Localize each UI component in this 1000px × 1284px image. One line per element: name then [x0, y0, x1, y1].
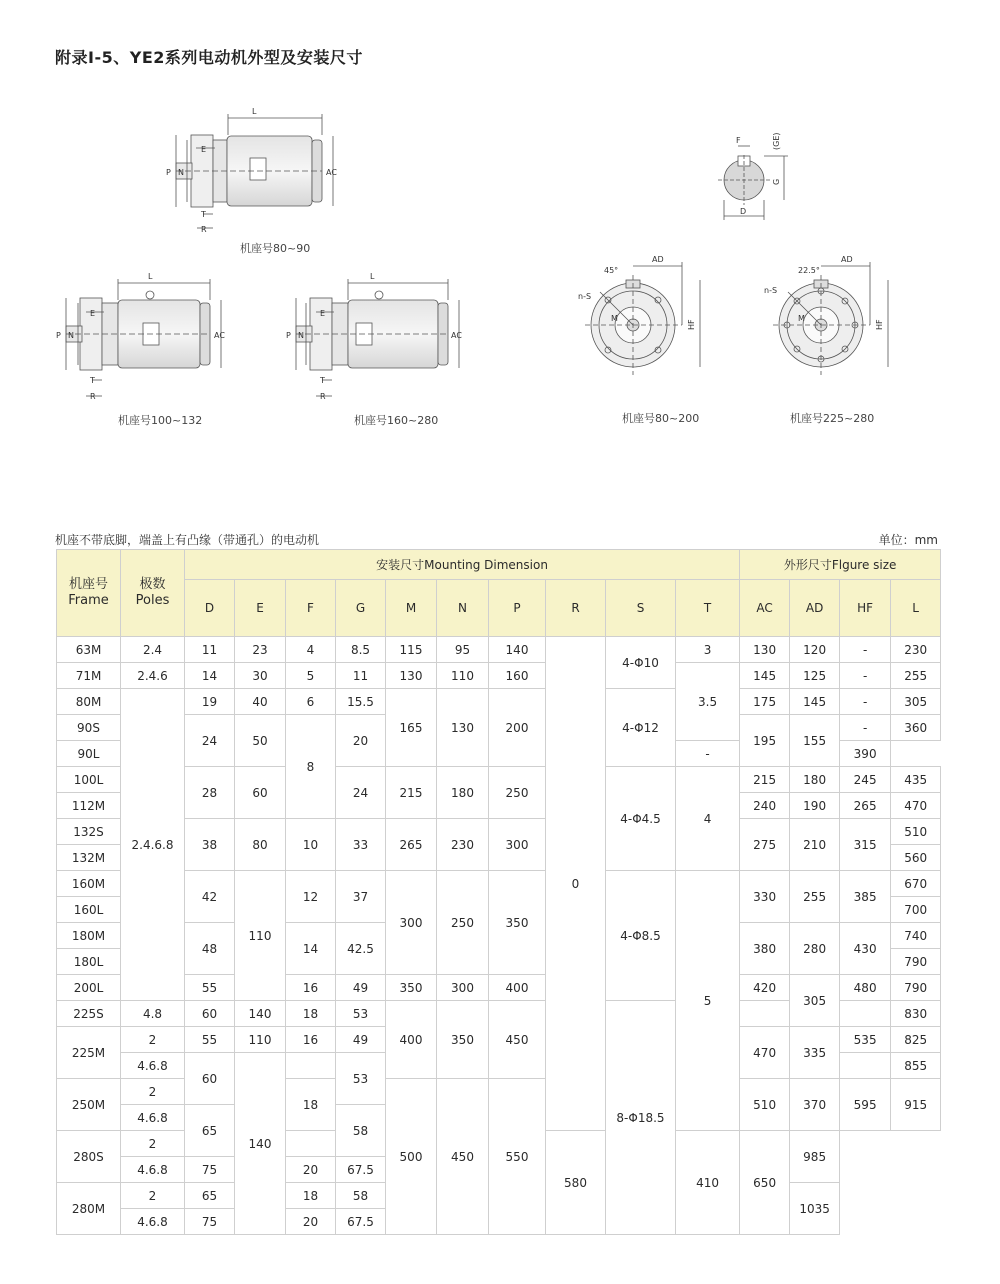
cell-M: 165: [386, 689, 437, 767]
label-R-3: R: [320, 392, 326, 401]
cell-AC: 195: [740, 715, 790, 767]
cell-P: 160: [489, 663, 546, 689]
cell-D: 28: [185, 767, 235, 819]
col-P: P: [489, 580, 546, 637]
cell-P: 400: [489, 975, 546, 1001]
cell-HF: 430: [840, 923, 891, 975]
label-L-3: L: [370, 272, 375, 281]
label-R-2: R: [90, 392, 96, 401]
cell-P: 140: [489, 637, 546, 663]
cell-L: 230: [891, 637, 941, 663]
cell-L: 855: [891, 1053, 941, 1079]
col-HF: HF: [840, 580, 891, 637]
cell-D: 75: [185, 1157, 235, 1183]
cell-AD: 125: [790, 663, 840, 689]
cell-N: 110: [437, 663, 489, 689]
cell-P: 450: [489, 1001, 546, 1079]
cell-L: 1035: [790, 1183, 840, 1235]
cell-F: 4: [286, 637, 336, 663]
dimension-table: [56, 549, 941, 1235]
table-row: [57, 689, 941, 715]
cell-F-empty: [286, 1053, 336, 1079]
label-P-3: P: [286, 331, 291, 340]
cell-M: 300: [386, 871, 437, 975]
cell-L: 560: [891, 845, 941, 871]
cell-E: 110: [235, 1027, 286, 1053]
col-S: S: [606, 580, 676, 637]
label-T-2: T: [90, 376, 95, 385]
cell-AD: 120: [790, 637, 840, 663]
label-T-3: T: [320, 376, 325, 385]
cell-AD: 370: [790, 1079, 840, 1131]
cell-frame: 132M: [57, 845, 121, 871]
cell-HF: 245: [840, 767, 891, 793]
label-AC-3: AC: [451, 331, 462, 340]
caption-frame-160-280: 机座号160~280: [354, 414, 439, 427]
table-row: [57, 663, 941, 689]
cell-F: 20: [286, 1157, 336, 1183]
cell-P: 250: [489, 767, 546, 819]
cell-frame: 160L: [57, 897, 121, 923]
cell-L: 390: [840, 741, 891, 767]
cell-M: 400: [386, 1001, 437, 1079]
cell-AD: 145: [790, 689, 840, 715]
cell-F: 16: [286, 1027, 336, 1053]
cell-E: 23: [235, 637, 286, 663]
cell-D: 42: [185, 871, 235, 923]
col-D: D: [185, 580, 235, 637]
cell-frame: 180M: [57, 923, 121, 949]
cell-G: 8.5: [336, 637, 386, 663]
cell-D: 60: [185, 1053, 235, 1105]
cell-S: 4-Φ10: [606, 637, 676, 689]
cell-G: 67.5: [336, 1157, 386, 1183]
cell-L: 790: [891, 975, 941, 1001]
cell-G: 33: [336, 819, 386, 871]
cell-N: 450: [437, 1079, 489, 1235]
table-row: [57, 975, 941, 1001]
cell-M: 130: [386, 663, 437, 689]
cell-frame: 112M: [57, 793, 121, 819]
cell-G: 24: [336, 767, 386, 819]
cell-HF: 480: [840, 975, 891, 1001]
cell-AD: 335: [790, 1027, 840, 1079]
cell-R: 0: [546, 637, 606, 1131]
cell-D: 75: [185, 1209, 235, 1235]
col-R: R: [546, 580, 606, 637]
cell-E: 60: [235, 767, 286, 819]
table-row: [57, 767, 941, 793]
cell-AC: 580: [546, 1131, 606, 1235]
cell-HF-empty: [840, 1053, 891, 1079]
cell-frame: 90L: [57, 741, 121, 767]
label-22-5deg: 22.5°: [798, 266, 820, 275]
cell-poles: 4.8: [121, 1001, 185, 1027]
col-N: N: [437, 580, 489, 637]
cell-AC: 130: [740, 637, 790, 663]
cell-HF: 595: [840, 1079, 891, 1131]
cell-frame: 280M: [57, 1183, 121, 1235]
cell-M: 500: [386, 1079, 437, 1235]
cell-F: 16: [286, 975, 336, 1001]
label-GE: (GE): [772, 132, 781, 150]
cell-F: 18: [286, 1079, 336, 1131]
cell-G: 49: [336, 975, 386, 1001]
cell-AD: 280: [790, 923, 840, 975]
label-M-2: M: [798, 314, 805, 323]
cell-G: 37: [336, 871, 386, 923]
cell-P: 200: [489, 689, 546, 767]
header-row-1: [57, 550, 941, 580]
cell-frame: 180L: [57, 949, 121, 975]
cell-S: 4-Φ4.5: [606, 767, 676, 871]
cell-HF: -: [840, 715, 891, 741]
cell-HF: 650: [740, 1131, 790, 1235]
label-P-2: P: [56, 331, 61, 340]
cell-F: 18: [286, 1001, 336, 1027]
cell-L: 255: [891, 663, 941, 689]
cell-poles: 4.6.8: [121, 1053, 185, 1079]
cell-M: 350: [386, 975, 437, 1001]
cell-E: 80: [235, 819, 286, 871]
cell-G: 53: [336, 1001, 386, 1027]
cell-G: 58: [336, 1105, 386, 1157]
cell-E: 30: [235, 663, 286, 689]
cell-AC: 470: [740, 1027, 790, 1079]
label-D: D: [740, 207, 747, 216]
col-AC: AC: [740, 580, 790, 637]
cell-frame: 90S: [57, 715, 121, 741]
cell-frame: 280S: [57, 1131, 121, 1183]
cell-L: 700: [891, 897, 941, 923]
caption-end-80-200: 机座号80~200: [622, 412, 700, 425]
cell-N: 300: [437, 975, 489, 1001]
col-F: F: [286, 580, 336, 637]
label-P-1: P: [166, 168, 171, 177]
cell-AC: 145: [740, 663, 790, 689]
label-AC-1: AC: [326, 168, 337, 177]
cell-AD: 410: [676, 1131, 740, 1235]
col-T: T: [676, 580, 740, 637]
cell-HF: 535: [840, 1027, 891, 1053]
label-N-2: N: [68, 331, 74, 340]
cell-F: 18: [286, 1183, 336, 1209]
cell-HF: -: [676, 741, 740, 767]
label-E-1: E: [201, 145, 207, 154]
label-R-1: R: [201, 225, 207, 234]
caption-frame-100-132: 机座号100~132: [118, 414, 203, 427]
cell-T: 4: [676, 767, 740, 871]
cell-D: 65: [185, 1105, 235, 1157]
cell-D: 65: [185, 1183, 235, 1209]
cell-D: 60: [185, 1001, 235, 1027]
cell-frame: 225S: [57, 1001, 121, 1027]
label-AD-2: AD: [841, 255, 853, 264]
cell-poles: 2: [121, 1027, 185, 1053]
cell-F: 8: [286, 715, 336, 819]
col-E: E: [235, 580, 286, 637]
cell-F: 12: [286, 871, 336, 923]
cell-poles: 2: [121, 1079, 185, 1105]
cell-N: 95: [437, 637, 489, 663]
cell-HF: 385: [840, 871, 891, 923]
cell-T: 5: [676, 871, 740, 1131]
cell-HF: -: [840, 663, 891, 689]
cell-L: 510: [891, 819, 941, 845]
cell-AC: 175: [740, 689, 790, 715]
cell-T: 3.5: [676, 663, 740, 741]
cell-D: 11: [185, 637, 235, 663]
cell-poles: 4.6.8: [121, 1105, 185, 1131]
header-mounting: 安装尺寸Mounting Dimension: [185, 550, 740, 580]
cell-AC: 275: [740, 819, 790, 871]
cell-L: 435: [891, 767, 941, 793]
cell-D: 38: [185, 819, 235, 871]
cell-HF-empty: [840, 1001, 891, 1027]
cell-L: 740: [891, 923, 941, 949]
label-E-3: E: [320, 309, 326, 318]
cell-poles: 4.6.8: [121, 1157, 185, 1183]
cell-poles: 4.6.8: [121, 1209, 185, 1235]
cell-AC: 215: [740, 767, 790, 793]
cell-L: 305: [891, 689, 941, 715]
cell-frame: 100L: [57, 767, 121, 793]
header-poles: 极数 Poles: [121, 550, 185, 637]
page-title: 附录I-5、YE2系列电动机外型及安装尺寸: [55, 48, 363, 67]
cell-F: 6: [286, 689, 336, 715]
cell-AD: 190: [790, 793, 840, 819]
cell-frame: 80M: [57, 689, 121, 715]
cell-N: 250: [437, 871, 489, 975]
cell-L: 790: [891, 949, 941, 975]
caption-end-225-280: 机座号225~280: [790, 412, 875, 425]
cell-G: 11: [336, 663, 386, 689]
cell-L: 360: [891, 715, 941, 741]
header-frame: 机座号 Frame: [57, 550, 121, 637]
cell-G: 58: [336, 1183, 386, 1209]
cell-L: 985: [790, 1131, 840, 1183]
cell-P: 350: [489, 871, 546, 975]
label-E-2: E: [90, 309, 96, 318]
cell-D: 19: [185, 689, 235, 715]
cell-P: 550: [489, 1079, 546, 1235]
label-T-1: T: [201, 210, 206, 219]
cell-M: 115: [386, 637, 437, 663]
col-G: G: [336, 580, 386, 637]
cell-F: 14: [286, 923, 336, 975]
cell-F: 5: [286, 663, 336, 689]
cell-E: 110: [235, 871, 286, 1001]
cell-frame: 160M: [57, 871, 121, 897]
cell-D: 55: [185, 975, 235, 1001]
label-nS-1: n-S: [578, 292, 592, 301]
cell-M: 265: [386, 819, 437, 871]
label-HF-1: HF: [687, 319, 696, 330]
cell-AC: 240: [740, 793, 790, 819]
cell-E: 40: [235, 689, 286, 715]
cell-AC: 510: [740, 1079, 790, 1131]
cell-HF: 265: [840, 793, 891, 819]
end-view-225-280: [773, 262, 888, 375]
cell-D: 24: [185, 715, 235, 767]
caption-frame-80-90: 机座号80~90: [240, 242, 311, 255]
cell-AC: 420: [740, 975, 790, 1001]
cell-P: 300: [489, 819, 546, 871]
label-nS-2: n-S: [764, 286, 778, 295]
cell-D: 55: [185, 1027, 235, 1053]
col-M: M: [386, 580, 437, 637]
technical-drawings: [0, 0, 1000, 460]
label-AC-2: AC: [214, 331, 225, 340]
cell-AC: 330: [740, 871, 790, 923]
cell-N: 180: [437, 767, 489, 819]
label-L-1: L: [252, 107, 257, 116]
label-HF-2: HF: [875, 319, 884, 330]
label-N-1: N: [178, 168, 184, 177]
header-figure: 外形尺寸Flgure size: [740, 550, 941, 580]
cell-G: 42.5: [336, 923, 386, 975]
cell-AD: 210: [790, 819, 840, 871]
cell-AD: 155: [790, 715, 840, 767]
cell-frame: 200L: [57, 975, 121, 1001]
cell-HF: 315: [840, 819, 891, 871]
col-AD: AD: [790, 580, 840, 637]
cell-S: 4-Φ12: [606, 689, 676, 767]
cell-N: 130: [437, 689, 489, 767]
end-view-80-200: [585, 262, 700, 375]
cell-G: 53: [336, 1053, 386, 1105]
label-45deg: 45°: [604, 266, 619, 275]
cell-HF: -: [840, 689, 891, 715]
cell-AD: 255: [790, 871, 840, 923]
cell-AD: 180: [790, 767, 840, 793]
cell-S: 8-Φ18.5: [606, 1001, 676, 1235]
cell-frame: 225M: [57, 1027, 121, 1079]
cell-frame: 63M: [57, 637, 121, 663]
cell-AD: 305: [790, 975, 840, 1027]
cell-AC-empty: [740, 1001, 790, 1027]
label-N-3: N: [298, 331, 304, 340]
cell-G: 67.5: [336, 1209, 386, 1235]
cell-F-empty: [286, 1131, 336, 1157]
table-row: [57, 871, 941, 897]
cell-L: 670: [891, 871, 941, 897]
cell-HF: -: [840, 637, 891, 663]
cell-M: 215: [386, 767, 437, 819]
cell-G: 20: [336, 715, 386, 767]
cell-frame: 132S: [57, 819, 121, 845]
cell-G: 15.5: [336, 689, 386, 715]
motor-side-view-80-90: [176, 114, 333, 228]
table-note: 机座不带底脚，端盖上有凸缘（带通孔）的电动机: [55, 533, 320, 547]
cell-E: 140: [235, 1001, 286, 1027]
header-row-2: [57, 580, 941, 637]
cell-F: 20: [286, 1209, 336, 1235]
table-row: [57, 819, 941, 845]
label-M-1: M: [611, 314, 618, 323]
cell-poles: 2: [121, 1131, 185, 1157]
unit-note: 单位：mm: [878, 533, 938, 547]
drawings-area: [0, 0, 1000, 460]
cell-poles: 2.4: [121, 637, 185, 663]
label-L-2: L: [148, 272, 153, 281]
cell-frame: 71M: [57, 663, 121, 689]
cell-poles: 2.4.6.8: [121, 689, 185, 1001]
cell-L: 825: [891, 1027, 941, 1053]
cell-E: 50: [235, 715, 286, 767]
table-row: [57, 637, 941, 663]
cell-poles: 2.4.6: [121, 663, 185, 689]
col-L: L: [891, 580, 941, 637]
label-G: G: [772, 178, 781, 185]
cell-N: 350: [437, 1001, 489, 1079]
cell-L: 915: [891, 1079, 941, 1131]
cell-S: 4-Φ8.5: [606, 871, 676, 1001]
cell-poles: 2: [121, 1183, 185, 1209]
label-AD-1: AD: [652, 255, 664, 264]
cell-D: 48: [185, 923, 235, 975]
cell-N: 230: [437, 819, 489, 871]
cell-frame: 250M: [57, 1079, 121, 1131]
cell-AC: 380: [740, 923, 790, 975]
cell-L: 830: [891, 1001, 941, 1027]
cell-G: 49: [336, 1027, 386, 1053]
cell-E: 140: [235, 1053, 286, 1235]
cell-T: 3: [676, 637, 740, 663]
cell-D: 14: [185, 663, 235, 689]
cell-F: 10: [286, 819, 336, 871]
cell-L: 470: [891, 793, 941, 819]
label-F: F: [736, 136, 741, 145]
